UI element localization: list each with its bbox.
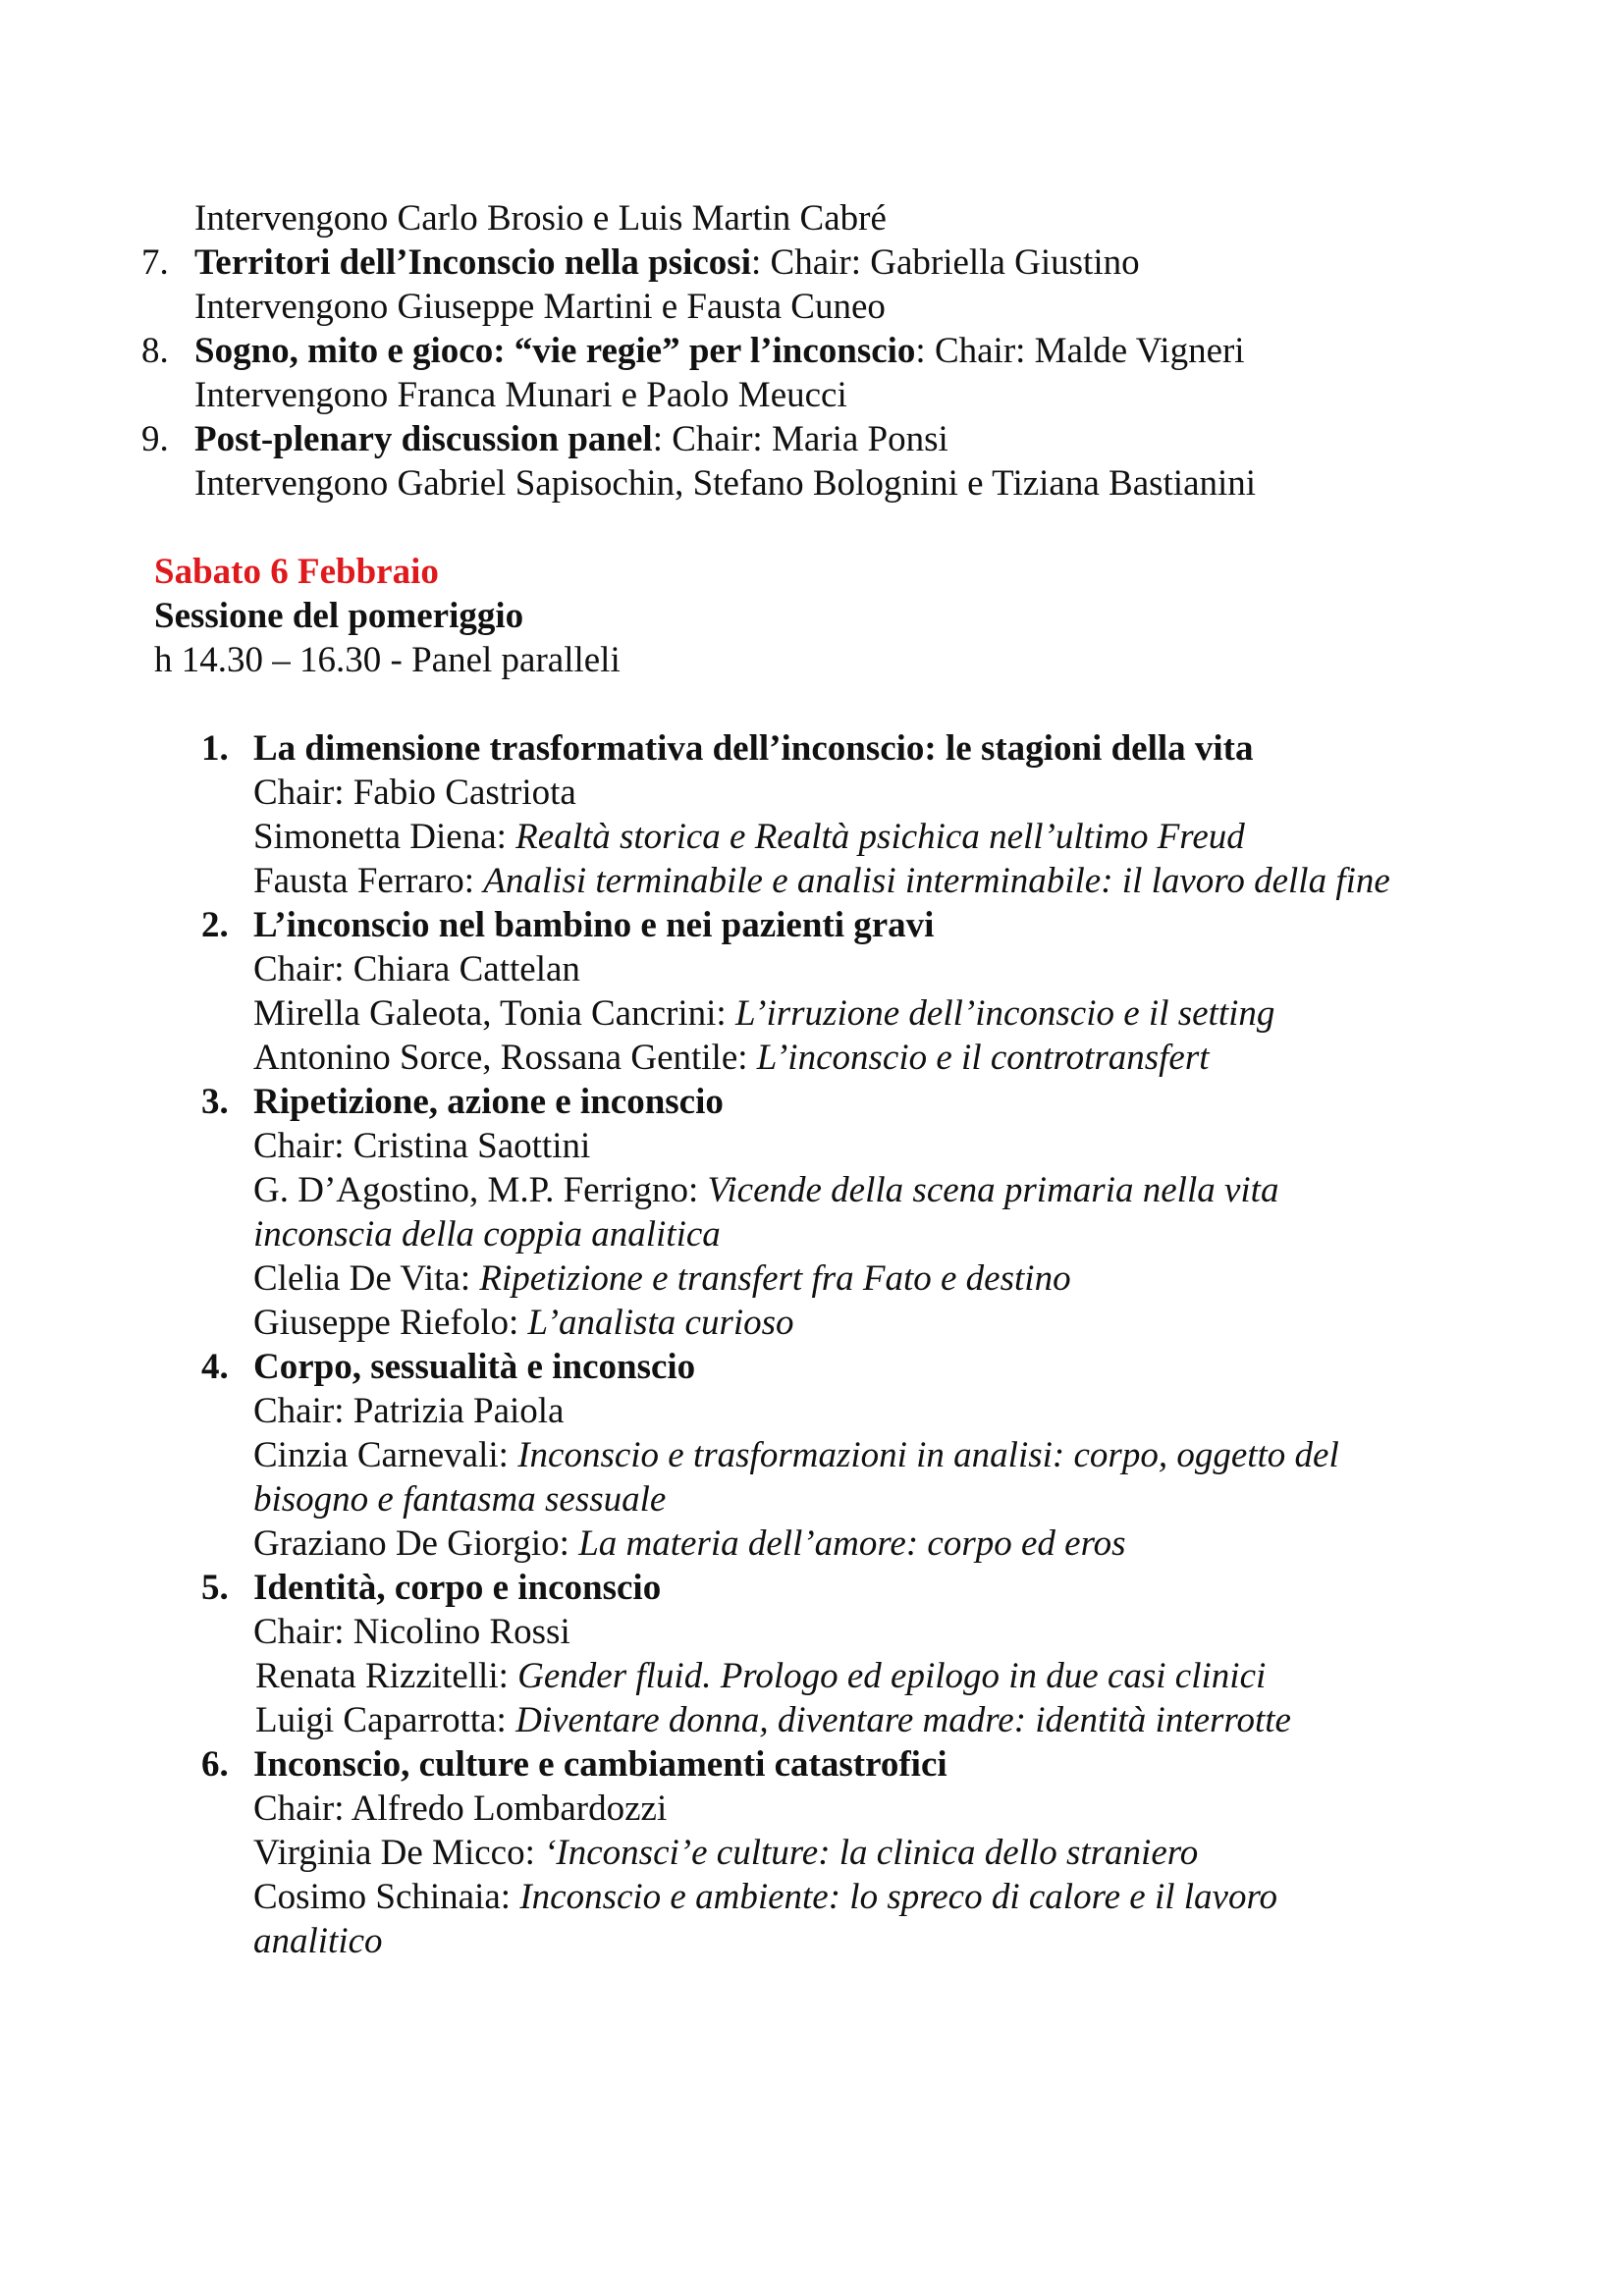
panel-chair: Chair: Chiara Cattelan bbox=[253, 949, 580, 989]
session-heading: Sessione del pomeriggio bbox=[154, 596, 524, 636]
panel-talk bbox=[255, 1654, 1266, 1698]
talk-speaker: Fausta Ferraro: bbox=[253, 861, 484, 901]
panel-title: Corpo, sessualità e inconscio bbox=[253, 1347, 696, 1387]
panel-talk bbox=[253, 859, 1390, 903]
item-chair: : Chair: Malde Vigneri bbox=[915, 331, 1245, 371]
panel-talk bbox=[253, 815, 1245, 859]
talk-speaker: Giuseppe Riefolo: bbox=[253, 1303, 528, 1343]
panel-number: 2. bbox=[201, 905, 229, 945]
panel-talk bbox=[253, 1301, 794, 1345]
panel-chair: Chair: Nicolino Rossi bbox=[253, 1612, 570, 1652]
panel-number: 1. bbox=[201, 728, 229, 769]
talk-title: L’analista curioso bbox=[527, 1303, 794, 1343]
panel-title: L’inconscio nel bambino e nei pazienti gravi bbox=[253, 905, 935, 945]
item-heading bbox=[194, 417, 948, 461]
panel-talk bbox=[253, 1168, 1278, 1212]
talk-title: Gender fluid. Prologo ed epilogo in due casi clinici bbox=[517, 1656, 1267, 1696]
talk-title-continuation: bisogno e fantasma sessuale bbox=[253, 1479, 667, 1520]
item-heading bbox=[194, 329, 1245, 373]
day-heading: Sabato 6 Febbraio bbox=[154, 552, 439, 592]
talk-speaker: Renata Rizzitelli: bbox=[255, 1656, 518, 1696]
talk-title: L’irruzione dell’inconscio e il setting bbox=[734, 993, 1275, 1034]
panel-talk bbox=[253, 1522, 1126, 1566]
panel-title: Ripetizione, azione e inconscio bbox=[253, 1082, 724, 1122]
item-chair: : Chair: Gabriella Giustino bbox=[750, 242, 1140, 283]
item-title: Sogno, mito e gioco: “vie regie” per l’inconscio bbox=[194, 331, 916, 371]
panel-title: La dimensione trasformativa dell’inconscio: le stagioni della vita bbox=[253, 728, 1254, 769]
time-line: h 14.30 – 16.30 - Panel paralleli bbox=[154, 640, 621, 680]
talk-speaker: G. D’Agostino, M.P. Ferrigno: bbox=[253, 1170, 708, 1210]
talk-title: L’inconscio e il controtransfert bbox=[756, 1038, 1210, 1078]
talk-speaker: Antonino Sorce, Rossana Gentile: bbox=[253, 1038, 757, 1078]
carry-over-speakers: Intervengono Carlo Brosio e Luis Martin Cabré bbox=[194, 198, 887, 239]
talk-speaker: Simonetta Diena: bbox=[253, 817, 516, 857]
talk-title: Realtà storica e Realtà psichica nell’ultimo Freud bbox=[515, 817, 1245, 857]
panel-chair: Chair: Patrizia Paiola bbox=[253, 1391, 565, 1431]
item-speakers: Intervengono Gabriel Sapisochin, Stefano Bolognini e Tiziana Bastianini bbox=[194, 463, 1257, 504]
item-chair: : Chair: Maria Ponsi bbox=[652, 419, 948, 459]
item-number: 9. bbox=[141, 419, 169, 459]
talk-speaker: Mirella Galeota, Tonia Cancrini: bbox=[253, 993, 735, 1034]
panel-talk bbox=[253, 991, 1274, 1036]
panel-number: 6. bbox=[201, 1744, 229, 1785]
panel-chair: Chair: Alfredo Lombardozzi bbox=[253, 1789, 668, 1829]
talk-speaker: Graziano De Giorgio: bbox=[253, 1523, 579, 1564]
panel-talk bbox=[253, 1433, 1339, 1477]
talk-speaker: Cosimo Schinaia: bbox=[253, 1877, 520, 1917]
panel-talk bbox=[253, 1875, 1277, 1919]
talk-title: Analisi terminabile e analisi interminabile: il lavoro della fine bbox=[483, 861, 1390, 901]
panel-chair: Chair: Cristina Saottini bbox=[253, 1126, 591, 1166]
talk-title: Vicende della scena primaria nella vita bbox=[707, 1170, 1279, 1210]
talk-speaker: Luigi Caparrotta: bbox=[255, 1700, 516, 1740]
panel-talk bbox=[253, 1256, 1071, 1301]
panel-number: 3. bbox=[201, 1082, 229, 1122]
panel-number: 4. bbox=[201, 1347, 229, 1387]
talk-title: ‘Inconsci’e culture: la clinica dello straniero bbox=[544, 1833, 1199, 1873]
item-number: 7. bbox=[141, 242, 169, 283]
talk-speaker: Virginia De Micco: bbox=[253, 1833, 545, 1873]
panel-talk bbox=[253, 1831, 1198, 1875]
talk-speaker: Clelia De Vita: bbox=[253, 1258, 480, 1299]
item-title: Post-plenary discussion panel bbox=[194, 419, 653, 459]
talk-title: Ripetizione e transfert fra Fato e destino bbox=[479, 1258, 1071, 1299]
talk-title: Inconscio e trasformazioni in analisi: corpo, oggetto del bbox=[517, 1435, 1339, 1475]
item-speakers: Intervengono Giuseppe Martini e Fausta Cuneo bbox=[194, 287, 886, 327]
talk-title: Inconscio e ambiente: lo spreco di calore e il lavoro bbox=[519, 1877, 1277, 1917]
panel-chair: Chair: Fabio Castriota bbox=[253, 773, 576, 813]
talk-title-continuation: inconscia della coppia analitica bbox=[253, 1214, 721, 1255]
panel-title: Inconscio, culture e cambiamenti catastrofici bbox=[253, 1744, 947, 1785]
item-heading bbox=[194, 240, 1140, 285]
item-speakers: Intervengono Franca Munari e Paolo Meucci bbox=[194, 375, 847, 415]
item-title: Territori dell’Inconscio nella psicosi bbox=[194, 242, 751, 283]
talk-title-continuation: analitico bbox=[253, 1921, 383, 1961]
item-number: 8. bbox=[141, 331, 169, 371]
panel-talk bbox=[255, 1698, 1291, 1742]
talk-title: La materia dell’amore: corpo ed eros bbox=[578, 1523, 1126, 1564]
panel-title: Identità, corpo e inconscio bbox=[253, 1568, 662, 1608]
panel-number: 5. bbox=[201, 1568, 229, 1608]
talk-title: Diventare donna, diventare madre: identità interrotte bbox=[515, 1700, 1291, 1740]
panel-talk bbox=[253, 1036, 1210, 1080]
talk-speaker: Cinzia Carnevali: bbox=[253, 1435, 518, 1475]
